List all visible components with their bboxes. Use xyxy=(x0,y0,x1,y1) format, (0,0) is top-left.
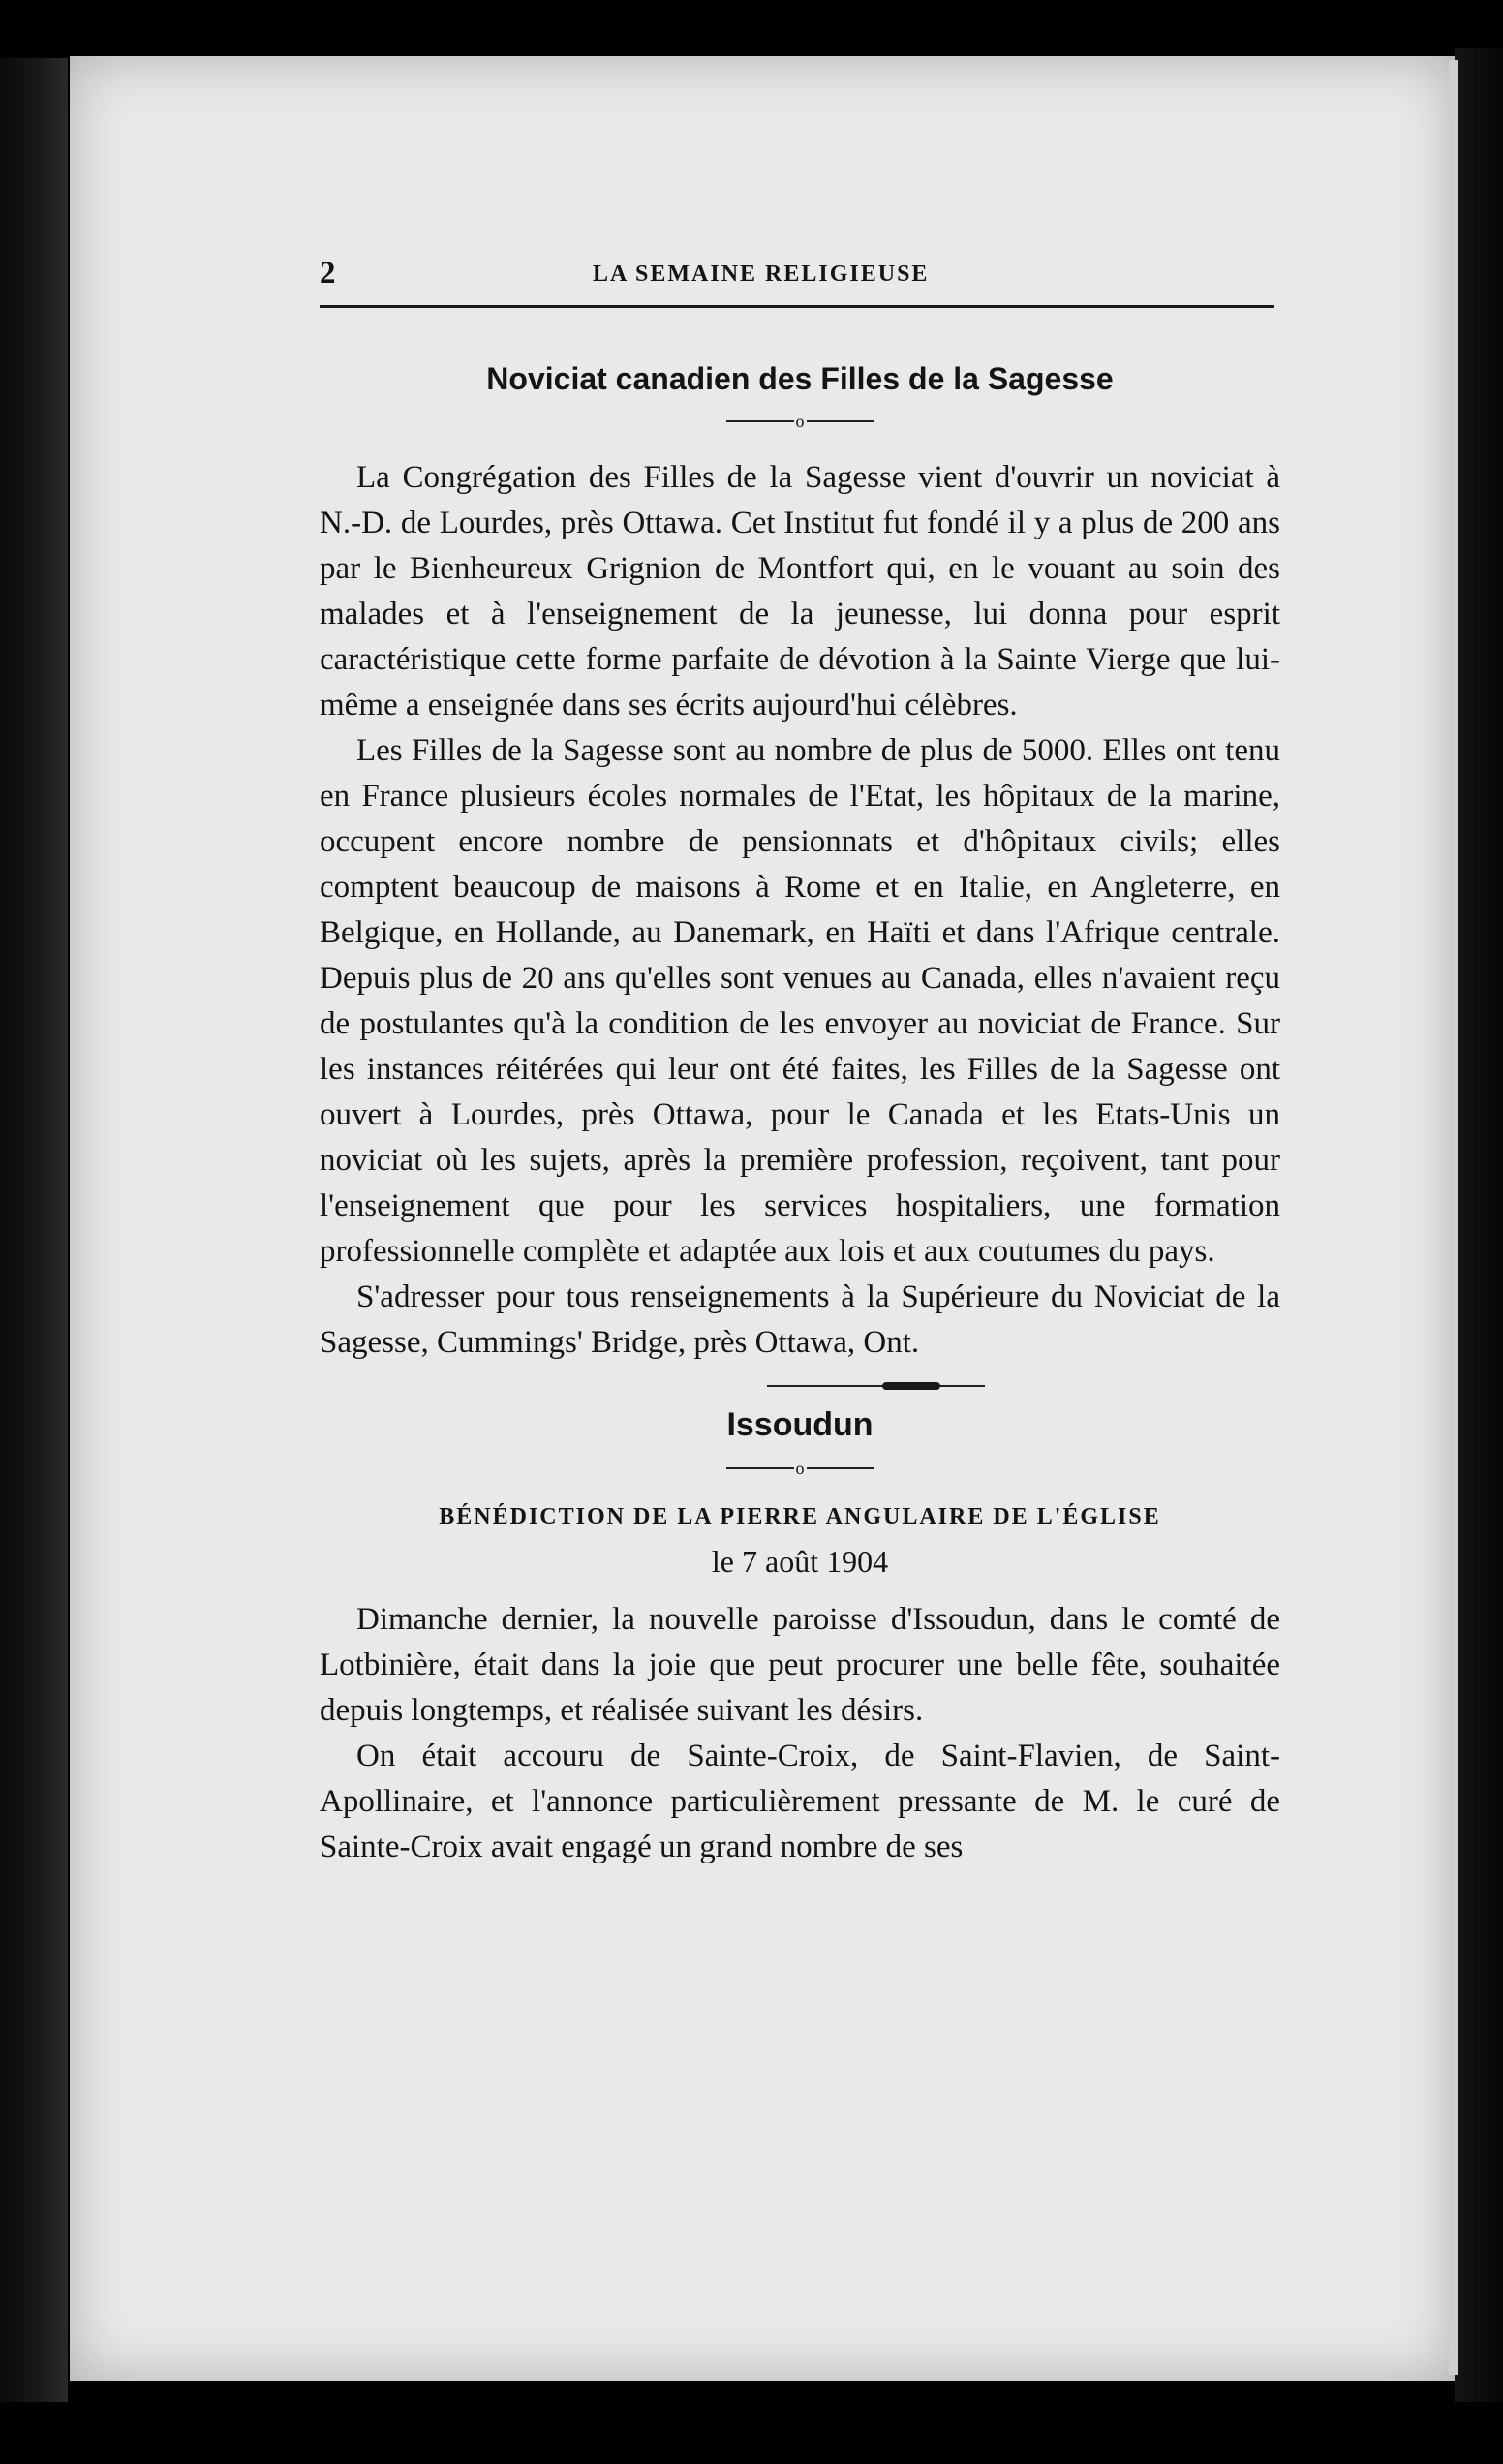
book-left-edge xyxy=(0,58,68,2402)
dateline: le 7 août 1904 xyxy=(711,1544,889,1579)
section-divider xyxy=(320,1377,1280,1399)
page-content xyxy=(320,250,1280,1870)
running-head xyxy=(320,250,1280,300)
subheading: BÉNÉDICTION DE LA PIERRE ANGULAIRE DE L'ÉGLISE xyxy=(439,1504,1161,1529)
article-title: Noviciat canadien des Filles de la Sagesse xyxy=(486,361,1114,396)
article-paragraph: S'adresser pour tous renseignements à la Supérieure du Noviciat de la Sagesse, Cummings' Bridge, près Ottawa, Ont. xyxy=(320,1279,1280,1360)
article-paragraph: Dimanche dernier, la nouvelle paroisse d'Issoudun, dans le comté de Lotbinière, était dans la joie que peut procurer une belle fête, souhaitée depuis longtemps, et réalisée suivant les désirs. xyxy=(320,1602,1280,1728)
ornament-circle: o xyxy=(795,412,805,432)
ornament-line-right xyxy=(807,420,874,422)
article-paragraph: La Congrégation des Filles de la Sagesse vient d'ouvrir un noviciat à N.-D. de Lourdes, près Ottawa. Cet Institut fut fondé il y a plus de 200 ans par le Bienheureux Grignion de Montfort qui, en le vouant au soin des malades et à l'enseignement de la jeunesse, lui donna pour esprit caractéristique cette forme parfaite de dévotion à la Sainte Vierge que lui-même a enseignée dans ses écrits aujourd'hui célèbres. xyxy=(320,460,1280,723)
article-paragraph: On était accouru de Sainte-Croix, de Saint-Flavien, de Saint-Apollinaire, et l'annonce particulièrement pressante de M. le curé de Sainte-Croix avait engagé un grand nombre de ses xyxy=(320,1739,1280,1864)
title-ornament xyxy=(320,411,1280,436)
header-rule xyxy=(320,305,1274,308)
divider-line xyxy=(767,1385,985,1387)
ornament-line-left xyxy=(726,420,794,422)
journal-title: LA SEMAINE RELIGIEUSE xyxy=(593,262,930,287)
section-title: Issoudun xyxy=(726,1406,874,1443)
page-number: 2 xyxy=(320,256,336,291)
ornament-line-left xyxy=(726,1467,794,1469)
book-binding-shadow xyxy=(1455,48,1503,2402)
divider-flourish xyxy=(882,1382,940,1390)
ornament-line-right xyxy=(807,1467,874,1469)
page-edge-strip xyxy=(1449,60,1458,2375)
title-ornament xyxy=(320,1458,1280,1483)
article-paragraph: Les Filles de la Sagesse sont au nombre de plus de 5000. Elles ont tenu en France plusieurs écoles normales de l'Etat, les hôpitaux de la marine, occupent encore nombre de pensionnats et d'hôpitaux civils; elles comptent beaucoup de maisons à Rome et en Italie, en Angleterre, en Belgique, en Hollande, au Danemark, en Haïti et dans l'Afrique centrale. Depuis plus de 20 ans qu'elles sont venues au Canada, elles n'avaient reçu de postulantes qu'à la condition de les envoyer au noviciat de France. Sur les instances réitérées qui leur ont été faites, les Filles de la Sagesse ont ouvert à Lourdes, près Ottawa, pour le Canada et les Etats-Unis un noviciat où les sujets, après la première profession, reçoivent, tant pour l'enseignement que pour les services hospitaliers, une formation professionnelle complète et adaptée aux lois et aux coutumes du pays. xyxy=(320,733,1280,1269)
ornament-circle: o xyxy=(795,1459,805,1479)
